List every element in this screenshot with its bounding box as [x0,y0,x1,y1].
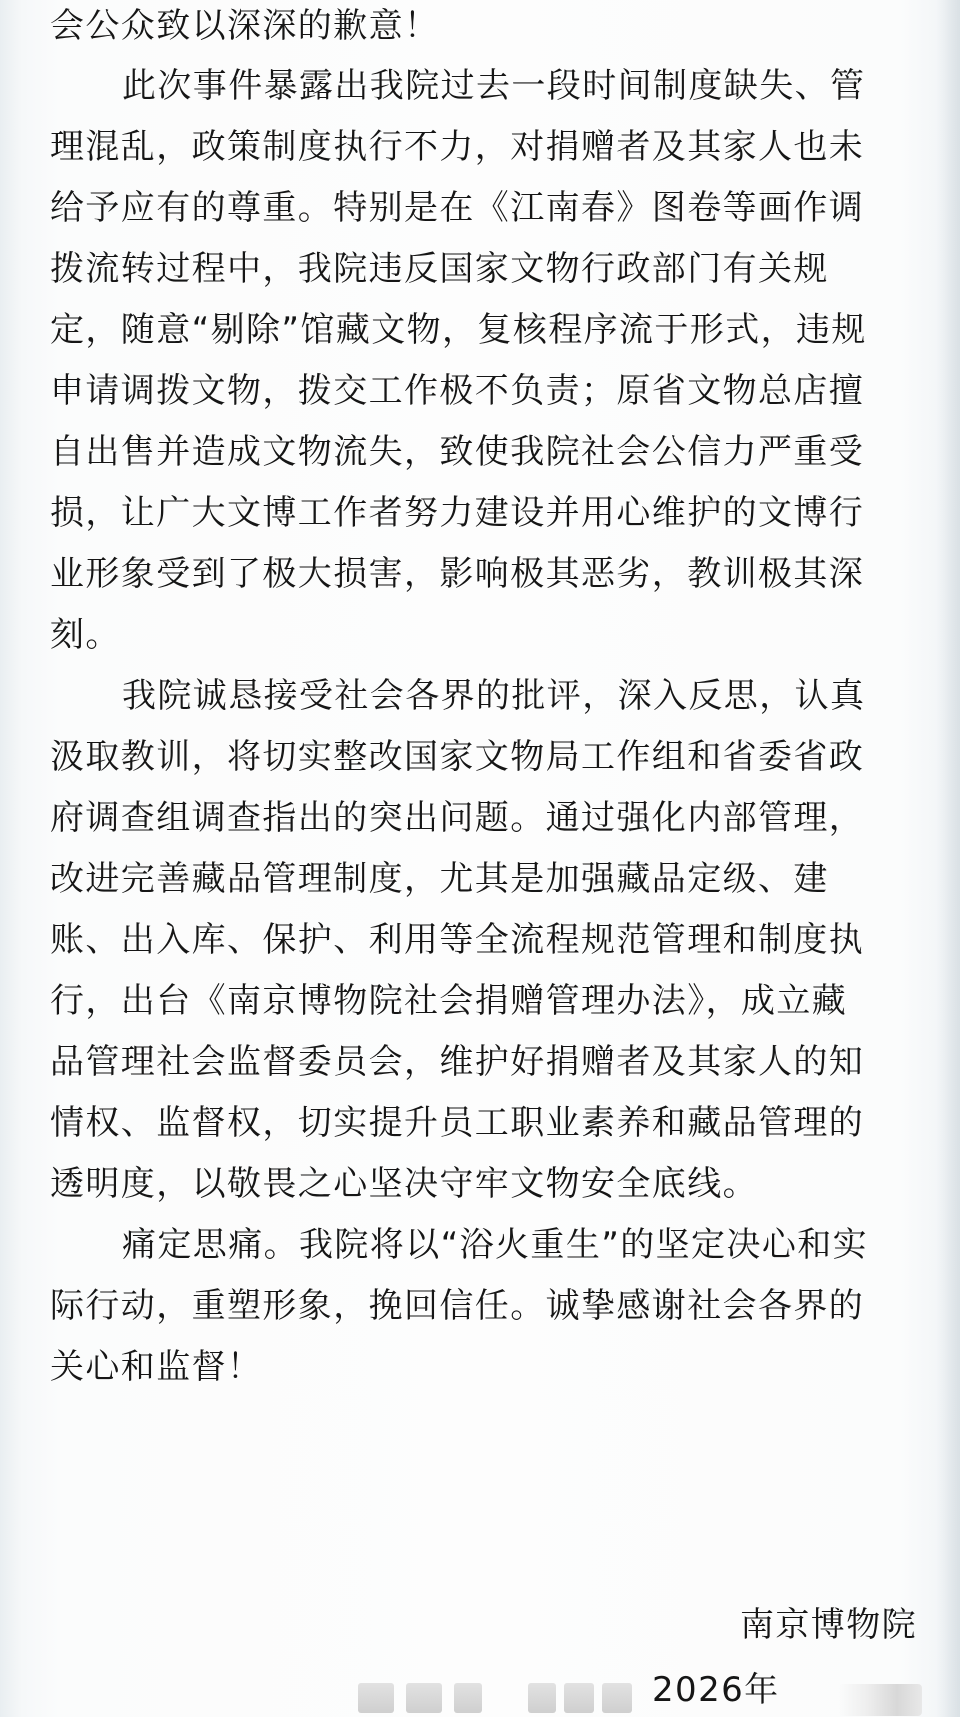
text-line: 品管理社会监督委员会，维护好捐赠者及其家人的知 [50,1042,865,1082]
obscured-date-digits [838,1684,922,1716]
text-line: 损，让广大文博工作者努力建设并用心维护的文博行 [50,493,865,533]
text-line: 给予应有的尊重。特别是在《江南春》图卷等画作调 [50,188,865,228]
text-line: 理混乱，政策制度执行不力，对捐赠者及其家人也未 [50,127,865,167]
signature: 南京博物院 [740,1605,917,1645]
text-line: 行，出台《南京博物院社会捐赠管理办法》，成立藏 [50,981,848,1021]
text-line: 我院诚恳接受社会各界的批评，深入反思，认真 [122,676,866,716]
page-shadow-edge [936,0,960,1717]
text-line: 关心和监督！ [50,1347,263,1387]
text-line: 此次事件暴露出我院过去一段时间制度缺失、管 [122,66,866,106]
text-line: 会公众致以深深的歉意！ [50,6,440,46]
text-line: 自出售并造成文物流失，致使我院社会公信力严重受 [50,432,865,472]
blurred-watermark [358,1683,634,1715]
text-line: 业形象受到了极大损害，影响极其恶劣，教训极其深 [50,554,865,594]
text-line: 府调查组调查指出的突出问题。通过强化内部管理， [50,798,865,838]
text-line: 情权、监督权，切实提升员工职业素养和藏品管理的 [50,1103,865,1143]
text-line: 拨流转过程中，我院违反国家文物行政部门有关规 [50,249,829,289]
text-line: 痛定思痛。我院将以“浴火重生”的坚定决心和实 [122,1225,869,1265]
text-line: 账、出入库、保护、利用等全流程规范管理和制度执 [50,920,865,960]
text-line: 改进完善藏品管理制度，尤其是加强藏品定级、建 [50,859,829,899]
text-line: 刻。 [50,615,121,655]
text-line: 透明度，以敬畏之心坚决守牢文物安全底线。 [50,1164,758,1204]
text-line: 汲取教训，将切实整改国家文物局工作组和省委省政 [50,737,865,777]
text-line: 际行动，重塑形象，挽回信任。诚挚感谢社会各界的 [50,1286,865,1326]
date: 2026年 [652,1670,780,1710]
text-line: 申请调拨文物，拨交工作极不负责；原省文物总店擅 [50,371,865,411]
text-line: 定，随意“剔除”馆藏文物，复核程序流于形式，违规 [50,310,867,350]
